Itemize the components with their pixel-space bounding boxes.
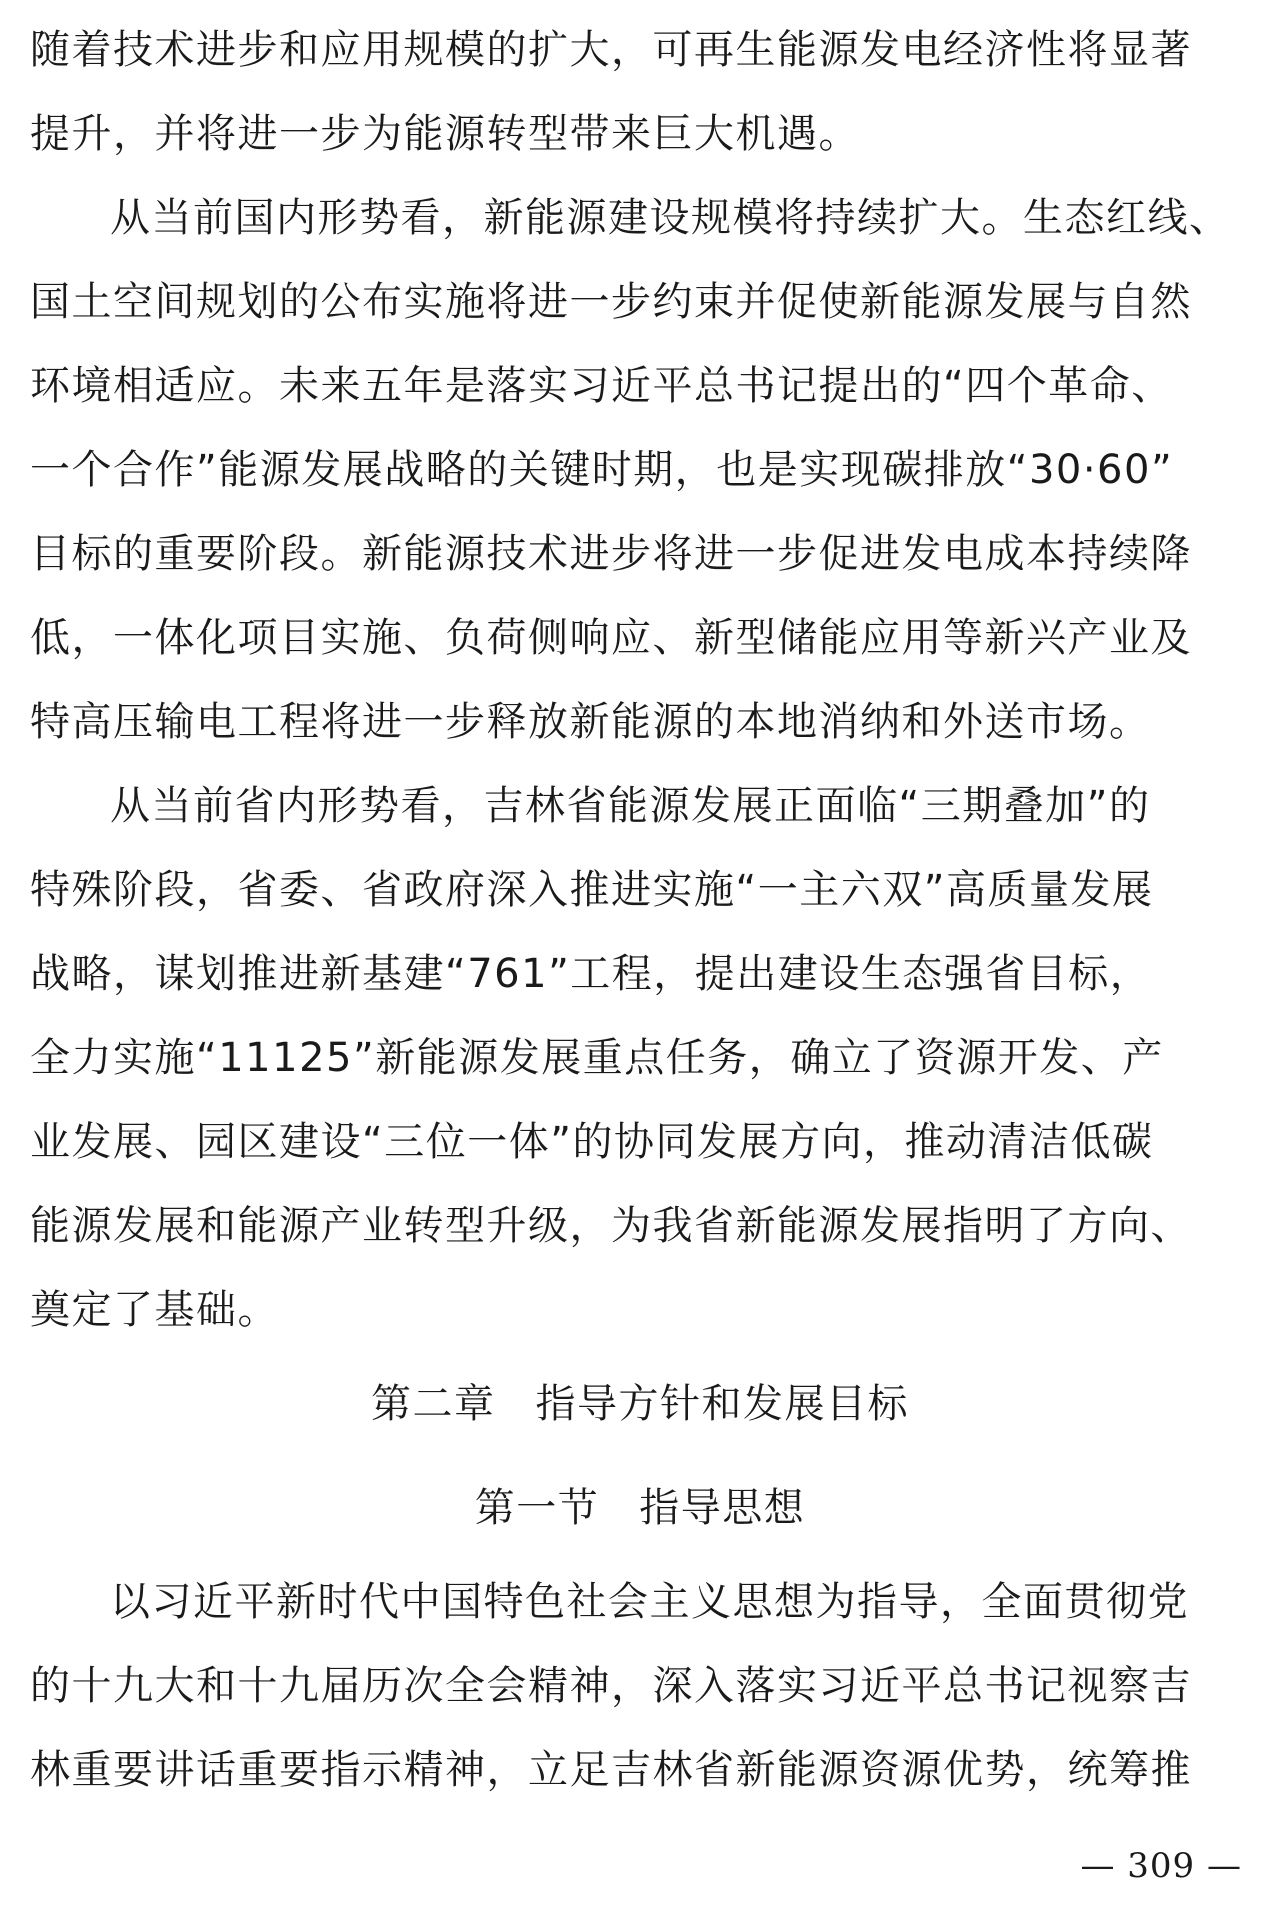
section-title: 指导思想 — [639, 1485, 806, 1531]
paragraph-line: 全力实施“11125”新能源发展重点任务，确立了资源开发、产 — [30, 1035, 1164, 1081]
paragraph-line: 环境相适应。未来五年是落实习近平总书记提出的“四个革命、 — [30, 363, 1173, 409]
document-page — [30, 8, 1250, 1812]
paragraph-line: 国土空间规划的公布实施将进一步约束并促使新能源发展与自然 — [30, 279, 1192, 325]
paragraph-line: 业发展、园区建设“三位一体”的协同发展方向，推动清洁低碳 — [30, 1119, 1154, 1165]
paragraph-line: 随着技术进步和应用规模的扩大，可再生能源发电经济性将显著 — [30, 27, 1192, 73]
paragraph-line: 特高压输电工程将进一步释放新能源的本地消纳和外送市场。 — [30, 699, 1151, 745]
paragraph-line: 林重要讲话重要指示精神，立足吉林省新能源资源优势，统筹推 — [30, 1747, 1192, 1793]
paragraph-line: 从当前省内形势看，吉林省能源发展正面临“三期叠加”的 — [110, 783, 1151, 829]
section-number: 第一节 — [474, 1485, 600, 1531]
paragraph-line: 目标的重要阶段。新能源技术进步将进一步促进发电成本持续降 — [30, 531, 1192, 577]
chapter-title: 指导方针和发展目标 — [535, 1381, 909, 1427]
section-heading — [30, 1456, 1250, 1560]
paragraph-line: 奠定了基础。 — [30, 1287, 279, 1333]
paragraph-guiding-ideology — [30, 1560, 1250, 1812]
paragraph-line: 特殊阶段，省委、省政府深入推进实施“一主六双”高质量发展 — [30, 867, 1154, 913]
chapter-number: 第二章 — [371, 1381, 496, 1427]
paragraph-line: 一个合作”能源发展战略的关键时期，也是实现碳排放“30·60” — [30, 447, 1174, 493]
chapter-heading — [30, 1352, 1250, 1456]
paragraph-renewable-outlook — [30, 8, 1250, 176]
paragraph-line: 能源发展和能源产业转型升级，为我省新能源发展指明了方向、 — [30, 1203, 1192, 1249]
paragraph-line: 以习近平新时代中国特色社会主义思想为指导，全面贯彻党 — [110, 1579, 1189, 1625]
paragraph-line: 提升，并将进一步为能源转型带来巨大机遇。 — [30, 111, 860, 157]
paragraph-line: 战略，谋划推进新基建“761”工程，提出建设生态强省目标， — [30, 951, 1152, 997]
paragraph-line: 从当前国内形势看，新能源建设规模将持续扩大。生态红线、 — [110, 195, 1231, 241]
paragraph-provincial-situation — [30, 764, 1250, 1352]
paragraph-line: 低，一体化项目实施、负荷侧响应、新型储能应用等新兴产业及 — [30, 615, 1192, 661]
paragraph-domestic-situation — [30, 176, 1250, 764]
paragraph-line: 的十九大和十九届历次全会精神，深入落实习近平总书记视察吉 — [30, 1663, 1192, 1709]
page-number: — 309 — — [1080, 1846, 1242, 1886]
